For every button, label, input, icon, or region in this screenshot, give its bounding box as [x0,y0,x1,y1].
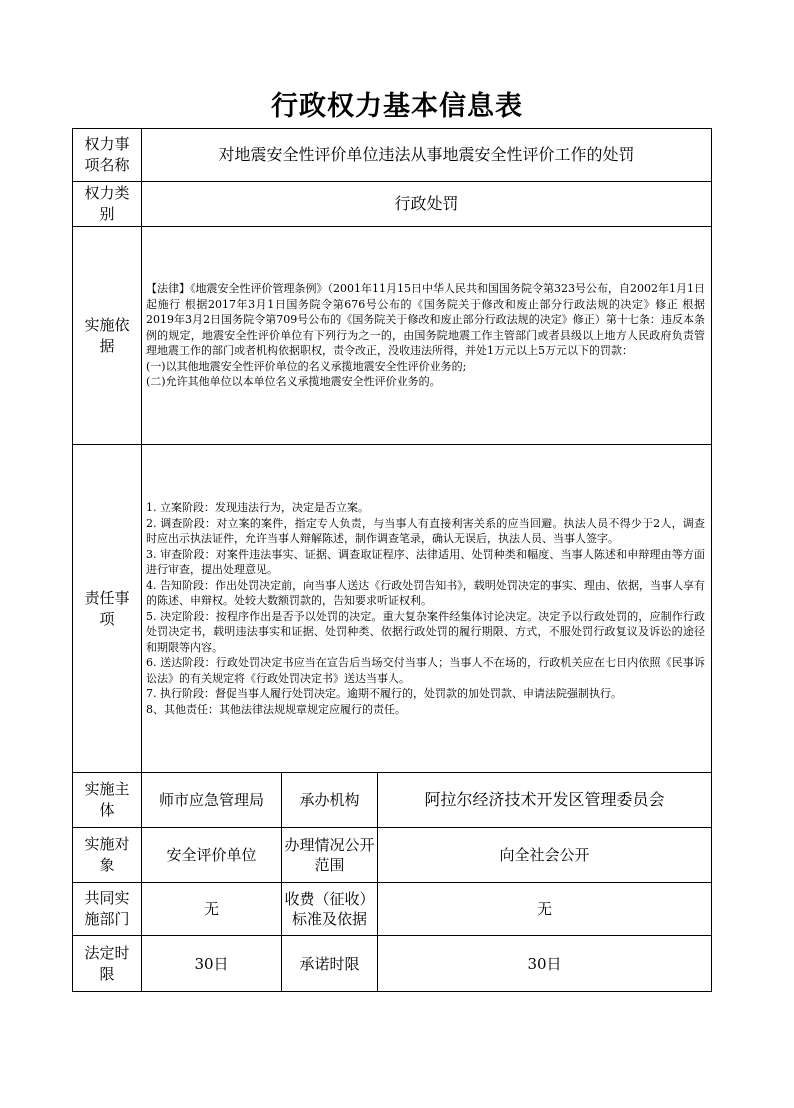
target-value: 安全评价单位 [142,828,282,883]
responsibility-item: 4. 告知阶段：作出处罚决定前，向当事人送达《行政处罚告知书》，载明处罚决定的事实、理由、依据，当事人享有的陈述、申辩权。处较大数额罚款的，告知要求听证权利。 [146,578,706,607]
basis-text [142,227,712,445]
responsibility-text [142,445,712,773]
basis-item: (一)以其他地震安全性评价单位的名义承揽地震安全性评价业务的; [146,359,467,373]
power-name-value: 对地震安全性评价单位违法从事地震安全性评价工作的处罚 [142,129,712,182]
legal-time-value: 30日 [142,936,282,992]
promised-time-value: 30日 [378,936,712,992]
basis-label: 实施依据 [73,227,142,445]
implementer-value: 师市应急管理局 [142,773,282,828]
basis-item: (二)允许其他单位以本单位名义承揽地震安全性评价业务的。 [146,375,441,389]
fee-standard-value: 无 [378,883,712,936]
responsibility-item: 5. 决定阶段：按程序作出是否予以处罚的决定。重大复杂案件经集体讨论决定。决定予以行政处罚的，应制作行政处罚决定书，载明违法事实和证据、处罚种类、依据行政处罚的履行期限、方式，不服处罚行政复议及诉讼的途径和期限等内容。 [146,609,706,654]
responsibility-item: 8、其他责任：其他法律法规规章规定应履行的责任。 [146,702,406,716]
power-name-label: 权力事项名称 [73,129,142,182]
basis-paragraph: 【法律】《地震安全性评价管理条例》（2001年11月15日中华人民共和国国务院令第323号公布，自2002年1月1日起施行 根据2017年3月1日国务院令第676号公布的《国务院关于修改和废止部分行政法规的决定》修正 根据2019年3月2日国务院令第709号公布的《国务院关于修改和废止部分行政法规的决定》修正）第十七条：违反本条例的规定，地震安全性评价单位有下列行为之一的，由国务院地震工作主管部门或者县级以上地方人民政府负责管理地震工作的部门或者机构依据职权，责令改正，没收违法所得，并处1万元以上5万元以下的罚款： [146,282,706,358]
disclosure-scope-label: 办理情况公开范围 [282,828,378,883]
joint-dept-label: 共同实施部门 [73,883,142,936]
page-title: 行政权力基本信息表 [271,91,523,122]
implementer-label: 实施主体 [73,773,142,828]
responsibility-item: 2. 调查阶段：对立案的案件，指定专人负责，与当事人有直接利害关系的应当回避。执法人员不得少于2人，调查时应出示执法证件，允许当事人辩解陈述，制作调查笔录，确认无误后，执法人员、当事人签字。 [146,516,706,545]
responsibility-item: 3. 审查阶段：对案件违法事实、证据、调查取证程序、法律适用、处罚种类和幅度、当事人陈述和申辩理由等方面进行审查，提出处理意见。 [146,547,706,576]
promised-time-label: 承诺时限 [282,936,378,992]
responsibility-item: 1. 立案阶段：发现违法行为，决定是否立案。 [146,501,369,514]
row-basis [73,227,712,445]
power-type-value: 行政处罚 [142,182,712,227]
power-type-label: 权力类别 [73,182,142,227]
legal-time-label: 法定时限 [73,936,142,992]
row-responsibility [73,445,712,773]
row-target [73,828,712,883]
handling-org-value: 阿拉尔经济技术开发区管理委员会 [378,773,712,828]
handling-org-label: 承办机构 [282,773,378,828]
info-table [72,128,712,992]
row-joint [73,883,712,936]
row-implementer [73,773,712,828]
row-power-name [73,129,712,182]
row-time-limit [73,936,712,992]
responsibility-item: 6. 送达阶段：行政处罚决定书应当在宣告后当场交付当事人；当事人不在场的，行政机关应在七日内依照《民事诉讼法》的有关规定将《行政处罚决定书》送达当事人。 [146,656,706,685]
joint-dept-value: 无 [142,883,282,936]
target-label: 实施对象 [73,828,142,883]
row-power-type [73,182,712,227]
fee-standard-label: 收费（征收）标准及依据 [282,883,378,936]
responsibility-label: 责任事项 [73,445,142,773]
responsibility-item: 7. 执行阶段：督促当事人履行处罚决定。逾期不履行的，处罚款的加处罚款、申请法院强制执行。 [146,687,622,700]
disclosure-scope-value: 向全社会公开 [378,828,712,883]
